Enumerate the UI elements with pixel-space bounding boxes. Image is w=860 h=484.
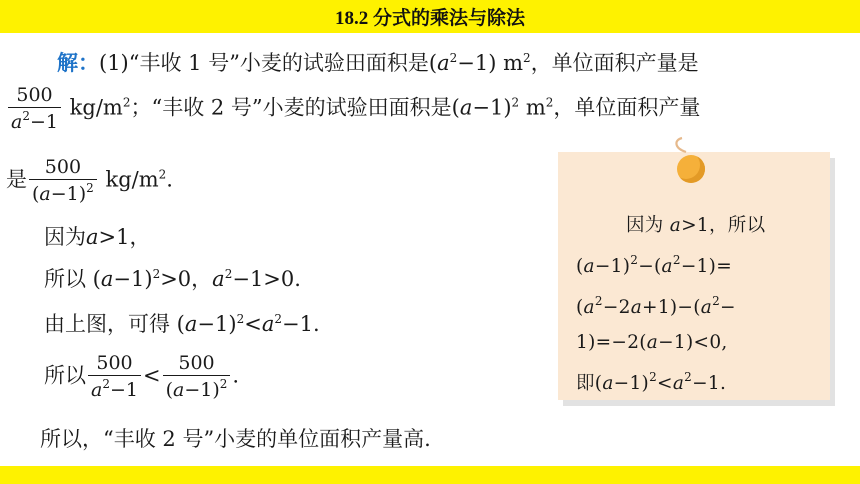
section-title-bar <box>0 0 860 33</box>
fraction-yield-2: $\frac{500}{(a-1)^2}$ <box>29 158 97 204</box>
section-title: 18.2 分式的乘法与除法 <box>334 8 525 29</box>
reasoning-line-3: 由上图，可得 $(a-1)^2<a^2-1$. <box>44 312 320 336</box>
solution-line-1: 解：(1)“丰收 1 号”小麦的试验田面积是$(a^2-1)$ $m^2$，单位面积产量是 <box>57 50 699 75</box>
conclusion-line: 所以，“丰收 2 号”小麦的单位面积产量高. <box>40 427 431 451</box>
solution-label: 解： <box>57 50 99 75</box>
side-note-text <box>576 208 821 401</box>
note-line-4: 1)=−2(a−1)<0, <box>576 332 728 353</box>
fraction-compare-right: $\frac{500}{(a-1)^2}$ <box>163 354 231 400</box>
reasoning-line-1: 因为a>1， <box>44 225 151 249</box>
fraction-yield-1: $\frac{500}{a^2-1}$ <box>8 86 61 132</box>
solution-line-2: $\frac{500}{a^2-1}$ $kg/m^2$；“丰收 2 号”小麦的试验田面积是$(a-1)^2$ $m^2$，单位面积产量 <box>6 86 700 132</box>
note-line-1: 因为 a>1，所以 <box>626 215 766 236</box>
reasoning-line-2: 所以 $(a-1)^2>0$，$a^2-1>0$. <box>44 267 301 291</box>
side-note <box>558 152 830 400</box>
fraction-compare-left: $\frac{500}{a^2-1}$ <box>88 354 141 400</box>
solution-line-3: 是 $\frac{500}{(a-1)^2}$ $kg/m^2$. <box>6 156 173 205</box>
pin-icon <box>677 155 705 183</box>
note-line-2: $(a-1)^2-(a^2-1)=$ <box>576 253 733 277</box>
bottom-bar <box>0 466 860 484</box>
reasoning-line-4: 所以 $\frac{500}{a^2-1}$ < $\frac{500}{(a-1)^2}$ . <box>44 352 240 401</box>
note-line-3: $(a^2-2a+1)-(a^2-$ <box>576 294 736 318</box>
note-line-5: 即$(a-1)^2<a^2-1$. <box>576 370 727 394</box>
